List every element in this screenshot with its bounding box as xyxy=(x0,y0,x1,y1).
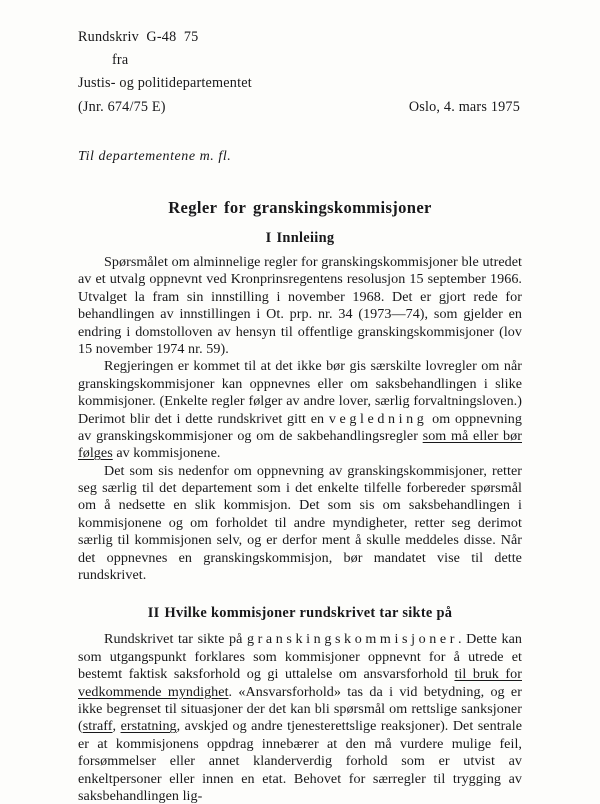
text-run: Spørsmålet om alminnelige regler for granskingskommisjoner ble utredet av et utvalg oppnevnt ved Kronprinsregentens resolusjon 15 september 1966. Utvalget la fram sin innstilling i november 1968. Det er gjort rede for behandlingen av innstillingen i Ot. prp. nr. 34 (1973—74), som gjelder en endring i domstolloven av hensyn til offentlige granskingskommisjoner (lov 15 november 1974 nr. 59). xyxy=(78,254,522,357)
text-run: . Dette kan som utgangspunkt forklares som kommisjoner oppnevnt for å utrede et bestemt faktisk saksforhold og gi uttalelse om ansvarsforhold xyxy=(78,631,522,683)
underlined-text: erstatning xyxy=(120,718,177,735)
ministry-name: Justis- og politidepartementet xyxy=(78,75,252,91)
text-run: av kommisjonene. xyxy=(112,445,221,462)
section-numeral: II xyxy=(147,605,160,622)
letterhead xyxy=(78,26,522,119)
section-heading-ii xyxy=(78,605,522,622)
body-paragraph xyxy=(78,254,522,358)
section-numeral: I xyxy=(265,230,272,246)
document-content xyxy=(78,26,522,804)
text-run: om oppnevning av granskingskommisjoner og om de sakbehandlingsregler xyxy=(78,410,522,444)
journal-date-row xyxy=(78,96,522,119)
from-label: fra xyxy=(112,52,129,68)
body-paragraph xyxy=(78,631,522,804)
section-body xyxy=(78,631,522,804)
place-and-date: Oslo, 4. mars 1975 xyxy=(408,99,520,115)
journal-number: (Jnr. 674/75 E) xyxy=(78,99,166,115)
sections-container xyxy=(78,230,522,804)
page-title: Regler for granskingskommisjoner xyxy=(168,198,432,217)
underlined-text: til bruk for vedkommende myndighet xyxy=(78,666,522,700)
section-heading-text: Innleiing xyxy=(276,230,335,246)
text-run: , avskjed og andre tjenesterettslige reaksjoner). Det sentrale er at kommisjonens oppdrag innebærer at den må vurdere mulige feil, forsømmelser eller annet klanderverdig forhold som er utvist av enkeltpersoner eller innen en etat. Behovet for særregler til trygging av saksbehandlingen lig- xyxy=(78,718,522,804)
text-run: . «Ansvarsforhold» tas da i vid betydning, og er ikke begrenset til situasjoner der det kan bli spørsmål om rettslige sanksjoner ( xyxy=(78,683,522,735)
underlined-text: som må eller bør følges xyxy=(78,427,522,462)
text-run: Regjeringen er kommet til at det ikke bør gis særskilte lovregler om når granskingskommisjoner kan oppnevnes eller om saksbehandlingen i slike kommisjoner. (Enkelte regler følger av andre lover, særlig forvaltningsloven.) Derimot blir det i dette rundskrivet gitt en xyxy=(78,358,522,427)
text-run: Det som sis nedenfor om oppnevning av granskingskommisjoner, retter seg særlig til det departement som i det enkelte tilfelle forbereder spørsmål om å nedsette en slik kommisjon. Det som sis om saksbehandlingen i kommisjonene og om forholdet til andre myndigheter, retter seg derimot særlig til kommisjonen selv, og er derfor ment å skulle meddeles disse. Når det oppnevnes en granskingskommisjon, bør mandatet vise til dette rundskrivet. xyxy=(78,462,522,584)
body-paragraph xyxy=(78,358,522,462)
circular-reference: Rundskriv G-48 75 xyxy=(78,29,199,45)
text-run: , xyxy=(112,718,121,735)
section-heading-text: Hvilke kommisjoner rundskrivet tar sikte på xyxy=(164,605,453,622)
letterspaced-emphasis: vegledning xyxy=(328,410,428,427)
section-heading-i xyxy=(78,230,522,247)
text-run: Rundskrivet tar sikte på xyxy=(104,631,247,648)
addressee-line: Til departementene m. fl. xyxy=(78,149,232,164)
body-paragraph xyxy=(78,463,522,585)
underlined-text: straff xyxy=(82,718,113,735)
section-body xyxy=(78,254,522,584)
letterspaced-emphasis: granskingskommisjoner xyxy=(246,631,459,648)
